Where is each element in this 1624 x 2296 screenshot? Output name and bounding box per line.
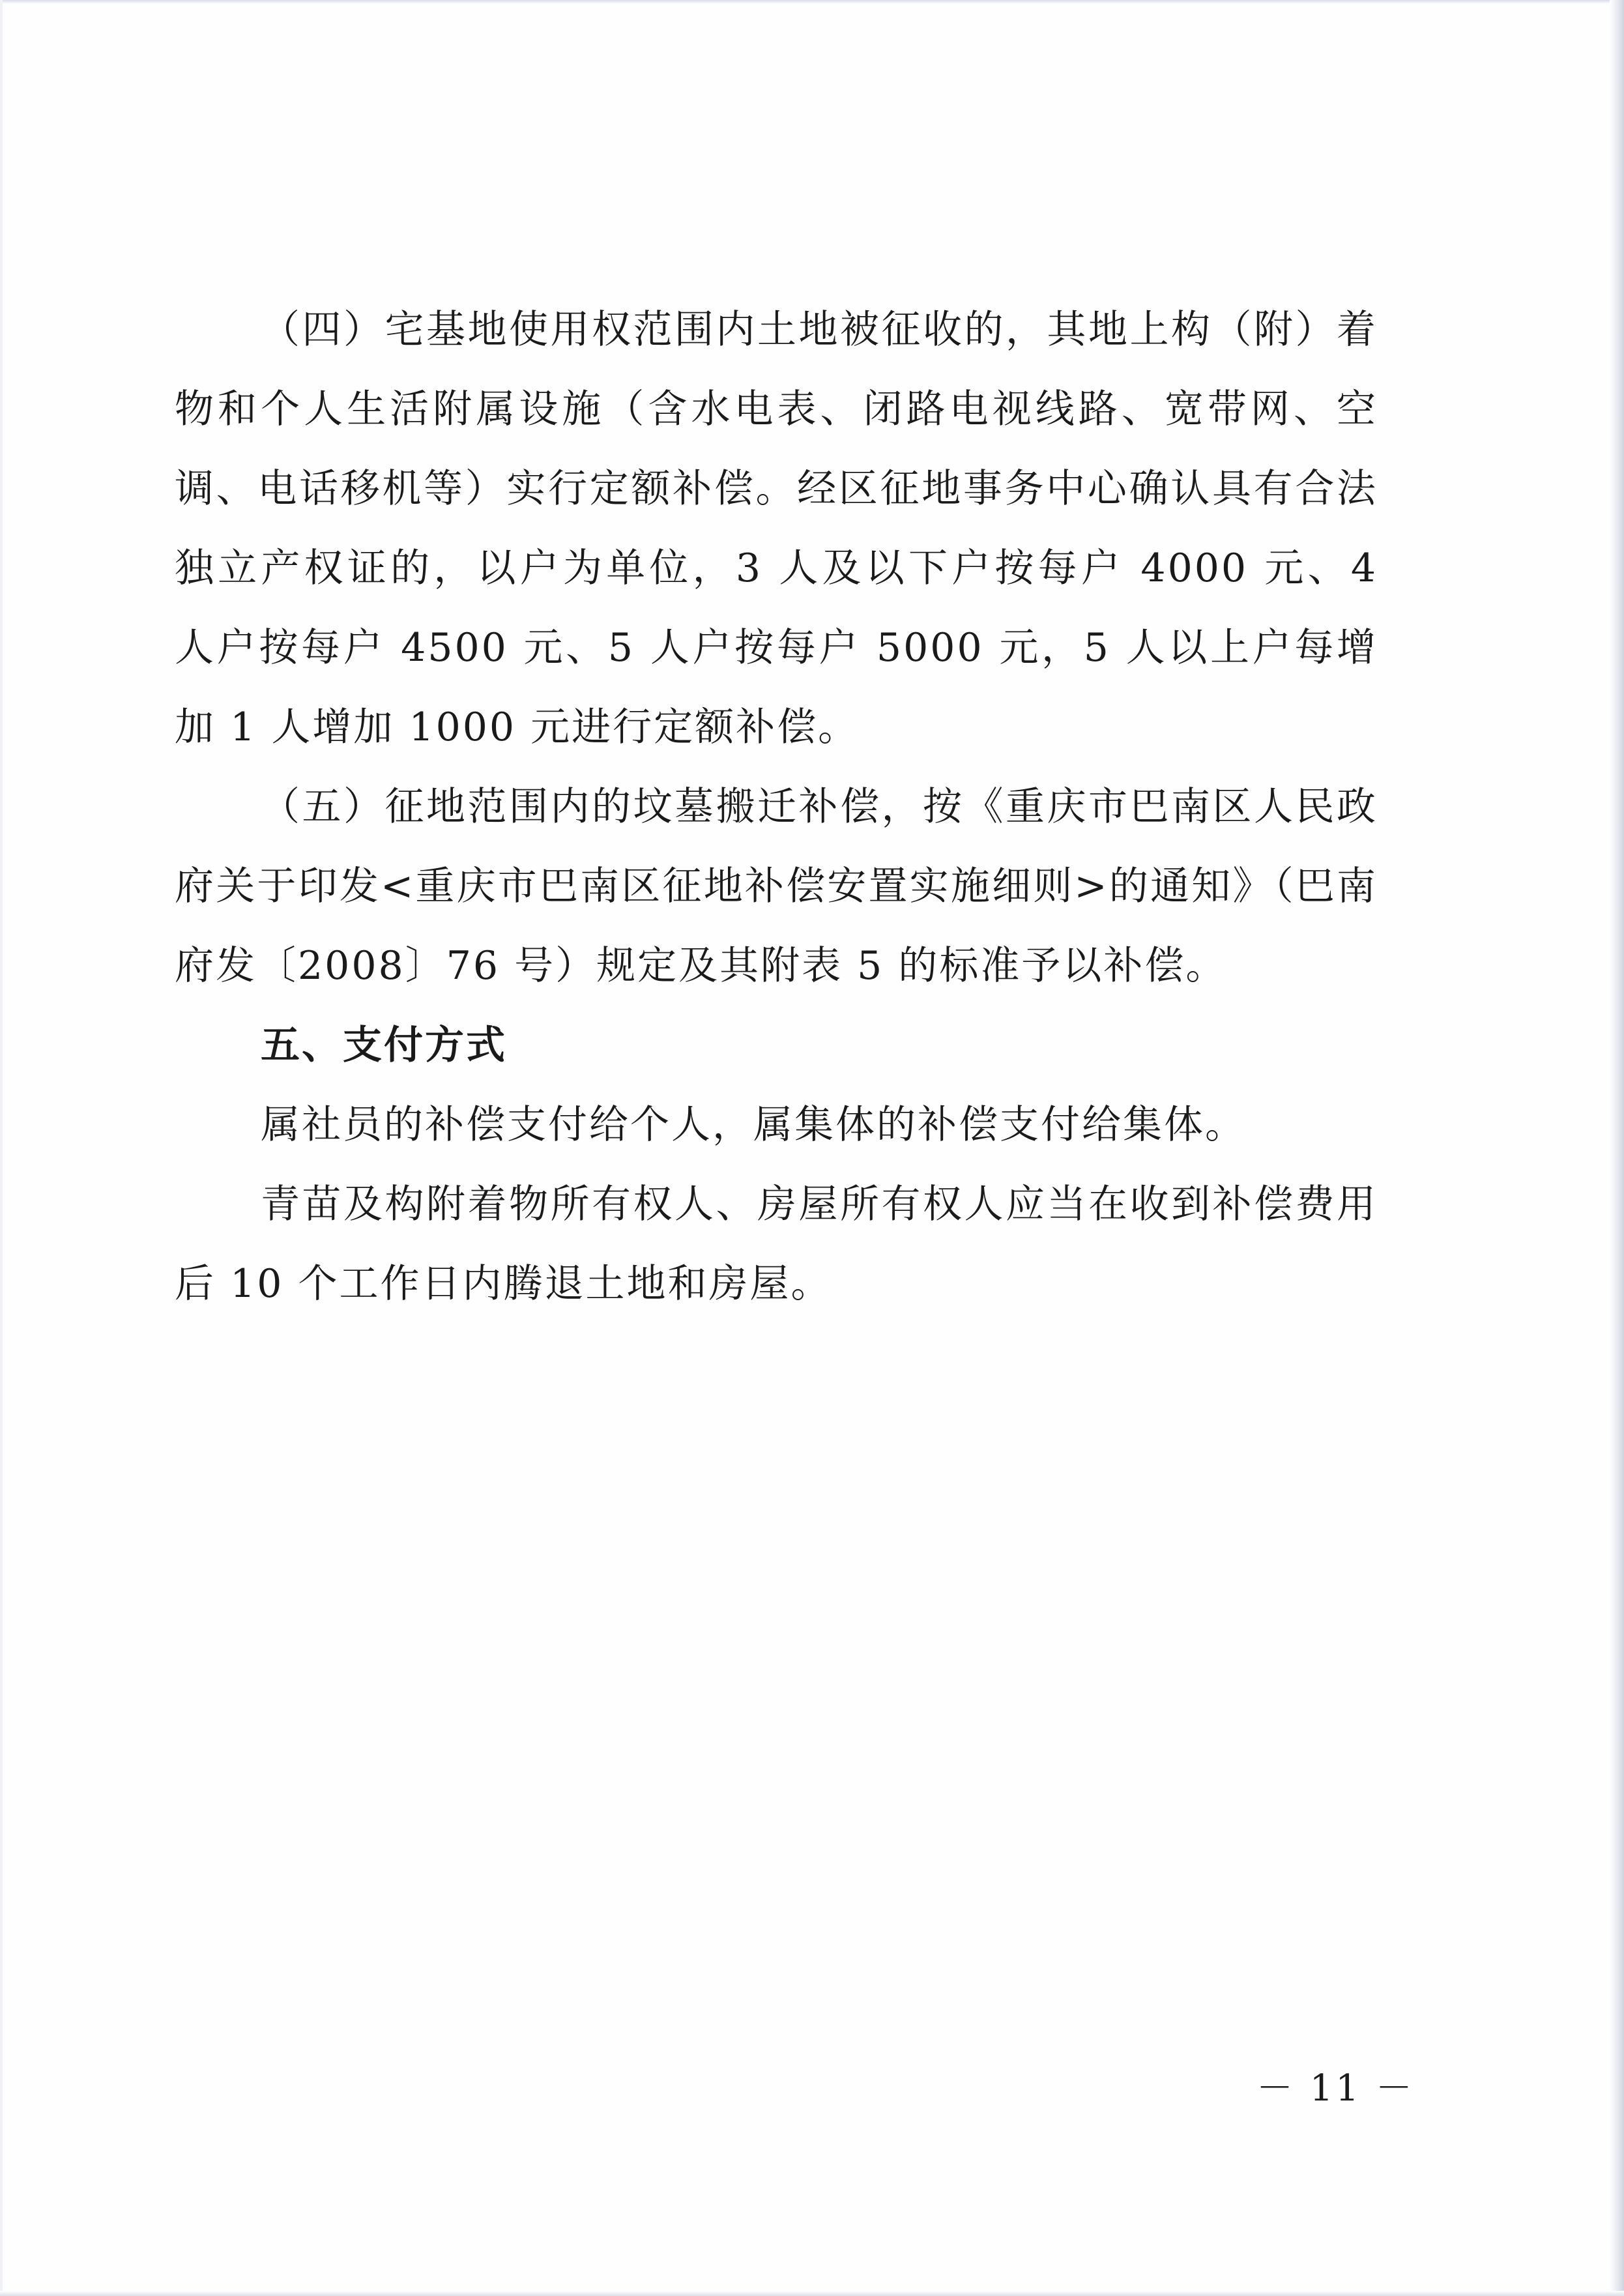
- scan-edge-top: [0, 0, 1624, 4]
- document-body: [175, 290, 1378, 1324]
- scan-edge-right: [1610, 0, 1624, 2296]
- scan-edge-left: [0, 0, 3, 2296]
- page-number: － 11 －: [1256, 2067, 1415, 2110]
- scan-edge-bottom: [0, 2291, 1624, 2296]
- paragraph-item-4: （四）宅基地使用权范围内土地被征收的，其地上构（附）着物和个人生活附属设施（含水电表、闭路电视线路、宽带网、空调、电话移机等）实行定额补偿。经区征地事务中心确认具有合法独立产权证的，以户为单位，3 人及以下户按每户 4000 元、4 人户按每户 4500 元、5 人户按每户 5000 元，5 人以上户每增加 1 人增加 1000 元进行定额补偿。: [175, 307, 1378, 750]
- paragraph-vacate-deadline: 青苗及构附着物所有权人、房屋所有权人应当在收到补偿费用后 10 个工作日内腾退土地和房屋。: [175, 1182, 1378, 1307]
- section-heading-payment: 五、支付方式: [261, 1023, 507, 1068]
- paragraph-item-5: （五）征地范围内的坟墓搬迁补偿，按《重庆市巴南区人民政府关于印发<重庆市巴南区征地补偿安置实施细则>的通知》（巴南府发〔2008〕76 号）规定及其附表 5 的标准予以补偿。: [175, 784, 1378, 989]
- paragraph-payment-recipients: 属社员的补偿支付给个人，属集体的补偿支付给集体。: [261, 1102, 1246, 1148]
